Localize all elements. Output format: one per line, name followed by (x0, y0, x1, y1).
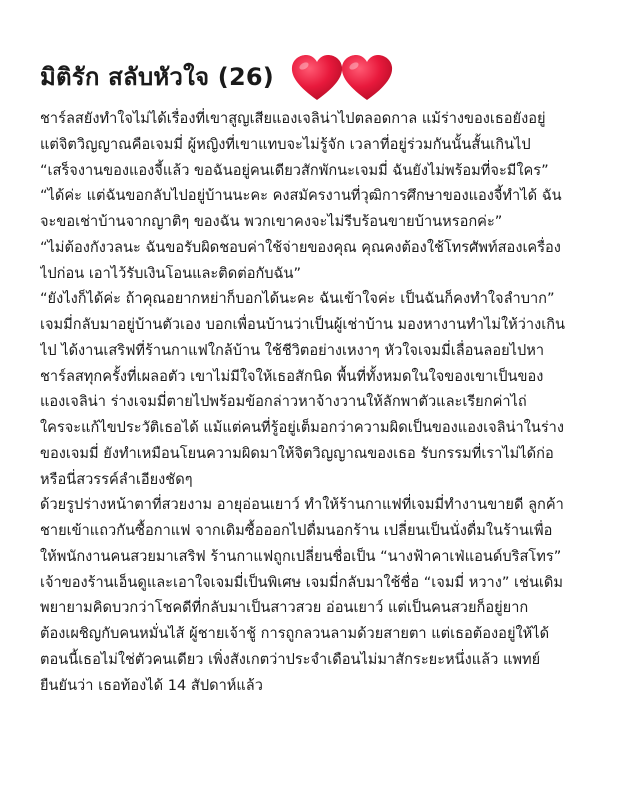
story-line: ชาร์ลสทุกครั้งที่เผลอตัว เขาไม่มีใจให้เธอสักนิด พื้นที่ทั้งหมดในใจของเขาเป็นของ (40, 367, 544, 385)
page-title: มิติรัก สลับหัวใจ (26) (40, 62, 274, 91)
story-line: ใครจะแก้ไขประวัติเธอได้ แม้แต่คนที่รู้อยู่เต็มอกว่าความผิดเป็นของแองเจลิน่าในร่าง (40, 419, 565, 436)
story-line: แต่จิตวิญญาณคือเจมมี่ ผู้หญิงที่เขาแทบจะไม่รู้จัก เวลาที่อยู่ร่วมกันนั้นสั้นเกินไป (40, 135, 531, 153)
story-line: ไปก่อน เอาไว้รับเงินโอนและติดต่อกับฉัน” (40, 264, 302, 282)
story-line: แองเจลิน่า ร่างเจมมี่ตายไปพร้อมข้อกล่าวหาจ้างวานให้ลักพาตัวและเรียกค่าไถ่ (40, 393, 527, 411)
red-heart-icon (290, 54, 344, 102)
story-line: ด้วยรูปร่างหน้าตาที่สวยงาม อายุอ่อนเยาว์ ทำให้ร้านกาแฟที่เจมมี่ทำงานขายดี ลูกค้า (40, 496, 564, 514)
story-line: “เสร็จงานของแองจี้แล้ว ขอฉันอยู่คนเดียวสักพักนะเจมมี่ ฉันยังไม่พร้อมที่จะมีใคร” (40, 161, 549, 179)
title-row (40, 54, 610, 98)
story-line: ตอนนี้เธอไม่ใช่ตัวคนเดียว เพิ่งสังเกตว่าประจำเดือนไม่มาสักระยะหนึ่งแล้ว แพทย์ (40, 650, 541, 668)
story-line: ให้พนักงานคนสวยมาเสริฟ ร้านกาแฟถูกเปลี่ยนชื่อเป็น “นางฟ้าคาเฟ่แอนด์บริสโทร” (40, 547, 562, 565)
story-line: เจมมี่กลับมาอยู่บ้านตัวเอง บอกเพื่อนบ้านว่าเป็นผู้เช่าบ้าน มองหางานทำไม่ให้ว่างเกิน (40, 316, 566, 333)
story-line: จะขอเช่าบ้านจากญาติๆ ของฉัน พวกเขาคงจะไม่รีบร้อนขายบ้านหรอกค่ะ” (40, 213, 503, 230)
story-line: “ยังไงก็ได้ค่ะ ถ้าคุณอยากหย่าก็บอกได้นะคะ ฉันเข้าใจค่ะ เป็นฉันก็คงทำใจลำบาก” (40, 290, 555, 308)
story-line: ชาร์ลสยังทำใจไม่ได้เรื่องที่เขาสูญเสียแองเจลิน่าไปตลอดกาล แม้ร่างของเธอยังอยู่ (40, 110, 546, 127)
story-line: “ไม่ต้องกังวลนะ ฉันขอรับผิดชอบค่าใช้จ่ายของคุณ คุณคงต้องใช้โทรศัพท์สองเครื่อง (40, 238, 561, 256)
story-line: ต้องเผชิญกับคนหมั่นไส้ ผู้ชายเจ้าชู้ การถูกลวนลามด้วยสายตา แต่เธอต้องอยู่ให้ได้ (40, 625, 550, 642)
story-line: ไป ได้งานเสริฟที่ร้านกาแฟใกล้บ้าน ใช้ชีวิตอย่างเหงาๆ หัวใจเจมมี่เลื่อนลอยไปหา (40, 341, 545, 359)
story-line: พยายามคิดบวกว่าโชคดีที่กลับมาเป็นสาวสวย อ่อนเยาว์ แต่เป็นคนสวยก็อยู่ยาก (40, 599, 529, 617)
story-body (40, 106, 610, 698)
story-line: ยืนยันว่า เธอท้องได้ 14 สัปดาห์แล้ว (40, 676, 263, 694)
story-line: “ได้ค่ะ แต่ฉันขอกลับไปอยู่บ้านนะคะ คงสมัครงานที่วุฒิการศึกษาของแองจี้ทำได้ ฉัน (40, 187, 562, 205)
story-line: ชายเข้าแถวกันซื้อกาแฟ จากเดิมซื้อออกไปดื่มนอกร้าน เปลี่ยนเป็นนั่งดื่มในร้านเพื่อ (40, 522, 553, 539)
red-heart-icon (340, 54, 394, 102)
story-line: ของเจมมี่ ยังทำเหมือนโยนความผิดมาให้จิตวิญญาณของเธอ รับกรรมที่เราไม่ได้ก่อ (40, 444, 554, 462)
story-line: หรือนี่สวรรค์ลำเอียงชัดๆ (40, 470, 193, 488)
hearts (290, 54, 394, 102)
story-line: เจ้าของร้านเอ็นดูและเอาใจเจมมี่เป็นพิเศษ เจมมี่กลับมาใช้ชื่อ “เจมมี่ หวาง” เช่นเดิม (40, 573, 564, 591)
